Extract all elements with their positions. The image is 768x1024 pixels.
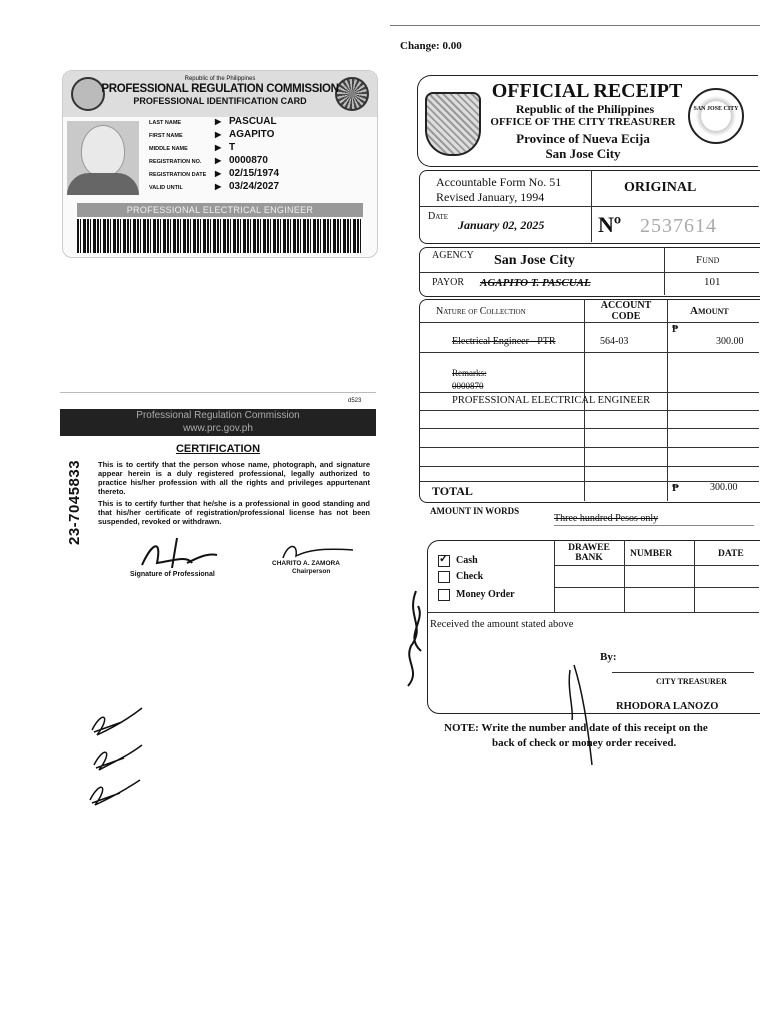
fund-divider	[664, 247, 665, 295]
field-value: 02/15/1974	[229, 168, 280, 179]
item-name: Electrical Engineer - PTR	[452, 336, 556, 347]
col-date: DATE	[718, 549, 744, 559]
arrow-icon: ▶	[215, 117, 222, 126]
field-label: MIDDLE NAME	[149, 146, 188, 152]
table-row-line	[419, 428, 759, 429]
col-drawee-bank: DRAWEE BANK	[568, 543, 610, 563]
id-commission: PROFESSIONAL REGULATION COMMISSION	[101, 83, 339, 95]
prc-certification-card	[60, 392, 376, 583]
remarks-text: PROFESSIONAL ELECTRICAL ENGINEER	[452, 395, 651, 406]
check-mark-icon: ✓	[439, 553, 449, 565]
bank-col-line	[554, 540, 555, 612]
field-value: 03/24/2027	[229, 181, 280, 192]
form-revised: Revised January, 1994	[436, 190, 545, 204]
receipt-line-city: San Jose City	[545, 146, 621, 161]
table-total-line	[419, 481, 759, 482]
received-text: Received the amount stated above	[430, 619, 574, 630]
prc-id-card	[62, 70, 378, 258]
change-note: Change: 0.00	[400, 40, 462, 52]
professional-signature	[132, 533, 222, 573]
receipt-title: OFFICIAL RECEIPT	[491, 80, 683, 102]
cert-paragraph-2: This is to certify further that he/she is a professional in good standing and that his/her certificate of registration/professional license has not been suspended, revoked or withdrawn.	[98, 499, 370, 526]
payor-label: PAYOR	[432, 277, 465, 288]
item-code: 564-03	[600, 336, 629, 347]
arrow-icon: ▶	[215, 182, 222, 191]
amount-col-line	[667, 299, 668, 501]
agency-value: San Jose City	[494, 253, 575, 268]
col-account-code: ACCOUNT CODE	[600, 300, 652, 322]
table-row-line	[419, 410, 759, 411]
remarks-label: Remarks:	[452, 368, 487, 378]
chair-name: CHARITO A. ZAMORA	[272, 560, 340, 567]
receipt-right-seal-icon	[688, 88, 744, 144]
field-label: LAST NAME	[149, 120, 182, 126]
col-amount: Amount	[690, 305, 729, 317]
by-label: By:	[600, 651, 617, 663]
treasurer-name: RHODORA LANOZO	[616, 701, 719, 712]
cash-checkbox[interactable]	[438, 555, 450, 567]
field-value: 0000870	[229, 155, 268, 166]
receipt-line-republic: Republic of the Philippines	[515, 102, 655, 116]
table-row-line	[419, 392, 759, 393]
form-number: Accountable Form No. 51	[436, 175, 562, 189]
arrow-icon: ▶	[215, 156, 222, 165]
id-barcode	[77, 219, 363, 253]
words-underline	[554, 525, 754, 526]
cert-paragraph-1: This is to certify that the person whose name, photograph, and signature appear herein is a duly registered professional, legally authorized to practice his/her profession with all the rights and privileges appurtenant thereto.	[98, 460, 370, 496]
field-value: PASCUAL	[229, 116, 277, 127]
field-label: FIRST NAME	[149, 133, 183, 139]
amount-in-words-label: AMOUNT IN WORDS	[430, 506, 520, 516]
peso-sign: ₱	[672, 324, 679, 335]
field-value: AGAPITO	[229, 129, 275, 140]
date-value: January 02, 2025	[458, 218, 545, 232]
arrow-icon: ▶	[215, 169, 222, 178]
cert-card-number: d523	[348, 398, 362, 404]
receipt-signature	[396, 586, 440, 696]
arrow-icon: ▶	[215, 143, 222, 152]
receipt-line-office: OFFICE OF THE CITY TREASURER	[490, 116, 676, 128]
table-row-line	[419, 447, 759, 448]
id-card-title: PROFESSIONAL IDENTIFICATION CARD	[133, 96, 307, 106]
treasurer-label: CITY TREASURER	[656, 677, 727, 686]
receipt-line-province: Province of Nueva Ecija	[516, 131, 650, 146]
table-row-line	[419, 466, 759, 467]
table-header-line	[419, 322, 759, 323]
payment-bottom-line	[427, 612, 759, 613]
id-profession-band: PROFESSIONAL ELECTRICAL ENGINEER	[77, 203, 363, 217]
sig-professional-label: Signature of Professional	[130, 571, 215, 578]
receipt-note: NOTE: Write the number and date of this receipt on the	[444, 722, 708, 734]
treasurer-sign-line	[612, 672, 754, 673]
total-peso-sign: ₱	[672, 482, 679, 494]
money-order-label: Money Order	[456, 589, 515, 600]
cert-website: www.prc.gov.ph	[183, 423, 253, 434]
field-value: T	[229, 142, 236, 153]
photo-body	[67, 173, 139, 195]
item-amount: 300.00	[716, 336, 744, 347]
chair-title: Chairperson	[292, 568, 331, 575]
id-republic: Republic of the Philippines	[184, 76, 256, 82]
field-label: REGISTRATION NO.	[149, 159, 202, 165]
cert-header-band	[60, 409, 376, 436]
payment-row-line	[554, 587, 759, 588]
cash-label: Cash	[456, 555, 478, 566]
remarks-number: 0000870	[452, 381, 484, 391]
original-row-line	[591, 206, 759, 207]
field-label: REGISTRATION DATE	[149, 172, 207, 178]
loose-signatures	[82, 700, 152, 820]
agency-row-line	[419, 272, 759, 273]
cert-title: CERTIFICATION	[175, 443, 261, 455]
receipt-seal-text: SAN JOSE CITY	[693, 106, 739, 112]
field-label: VALID UNTIL	[149, 185, 183, 191]
total-label: TOTAL	[432, 484, 473, 498]
treasurer-signature	[562, 660, 612, 770]
col-number: NUMBER	[630, 549, 673, 559]
cert-commission: Professional Regulation Commission	[136, 410, 300, 421]
receipt-no-label: Nº	[598, 212, 622, 237]
payment-header-line	[554, 565, 759, 566]
col-nature: Nature of Collection	[436, 306, 526, 317]
photo-head	[81, 125, 125, 177]
receipt-note-line2: back of check or money order received.	[492, 737, 677, 749]
top-edge-line	[390, 25, 760, 26]
number-col-line	[624, 540, 625, 612]
agency-label: AGENCY	[432, 250, 474, 261]
fund-label: Fund	[696, 254, 720, 266]
payor-value: AGAPITO T. PASCUAL	[480, 277, 591, 289]
check-checkbox[interactable]	[438, 571, 450, 583]
date-label: Date	[428, 211, 449, 222]
date-col-line	[694, 540, 695, 612]
total-value: 300.00	[710, 482, 738, 493]
receipt-no-value: 2537614	[640, 215, 717, 237]
fund-value: 101	[704, 276, 721, 288]
form-box-row-line	[419, 206, 591, 207]
table-row-line	[419, 352, 759, 353]
receipt-left-seal-icon	[425, 92, 481, 156]
arrow-icon: ▶	[215, 130, 222, 139]
amount-in-words-value: Three hundred Pesos only	[554, 513, 659, 524]
id-card-header	[63, 71, 377, 117]
check-label: Check	[456, 571, 484, 582]
cert-side-number: 23-7045833	[66, 459, 83, 545]
id-photo	[67, 121, 139, 195]
copy-label: ORIGINAL	[624, 180, 697, 195]
